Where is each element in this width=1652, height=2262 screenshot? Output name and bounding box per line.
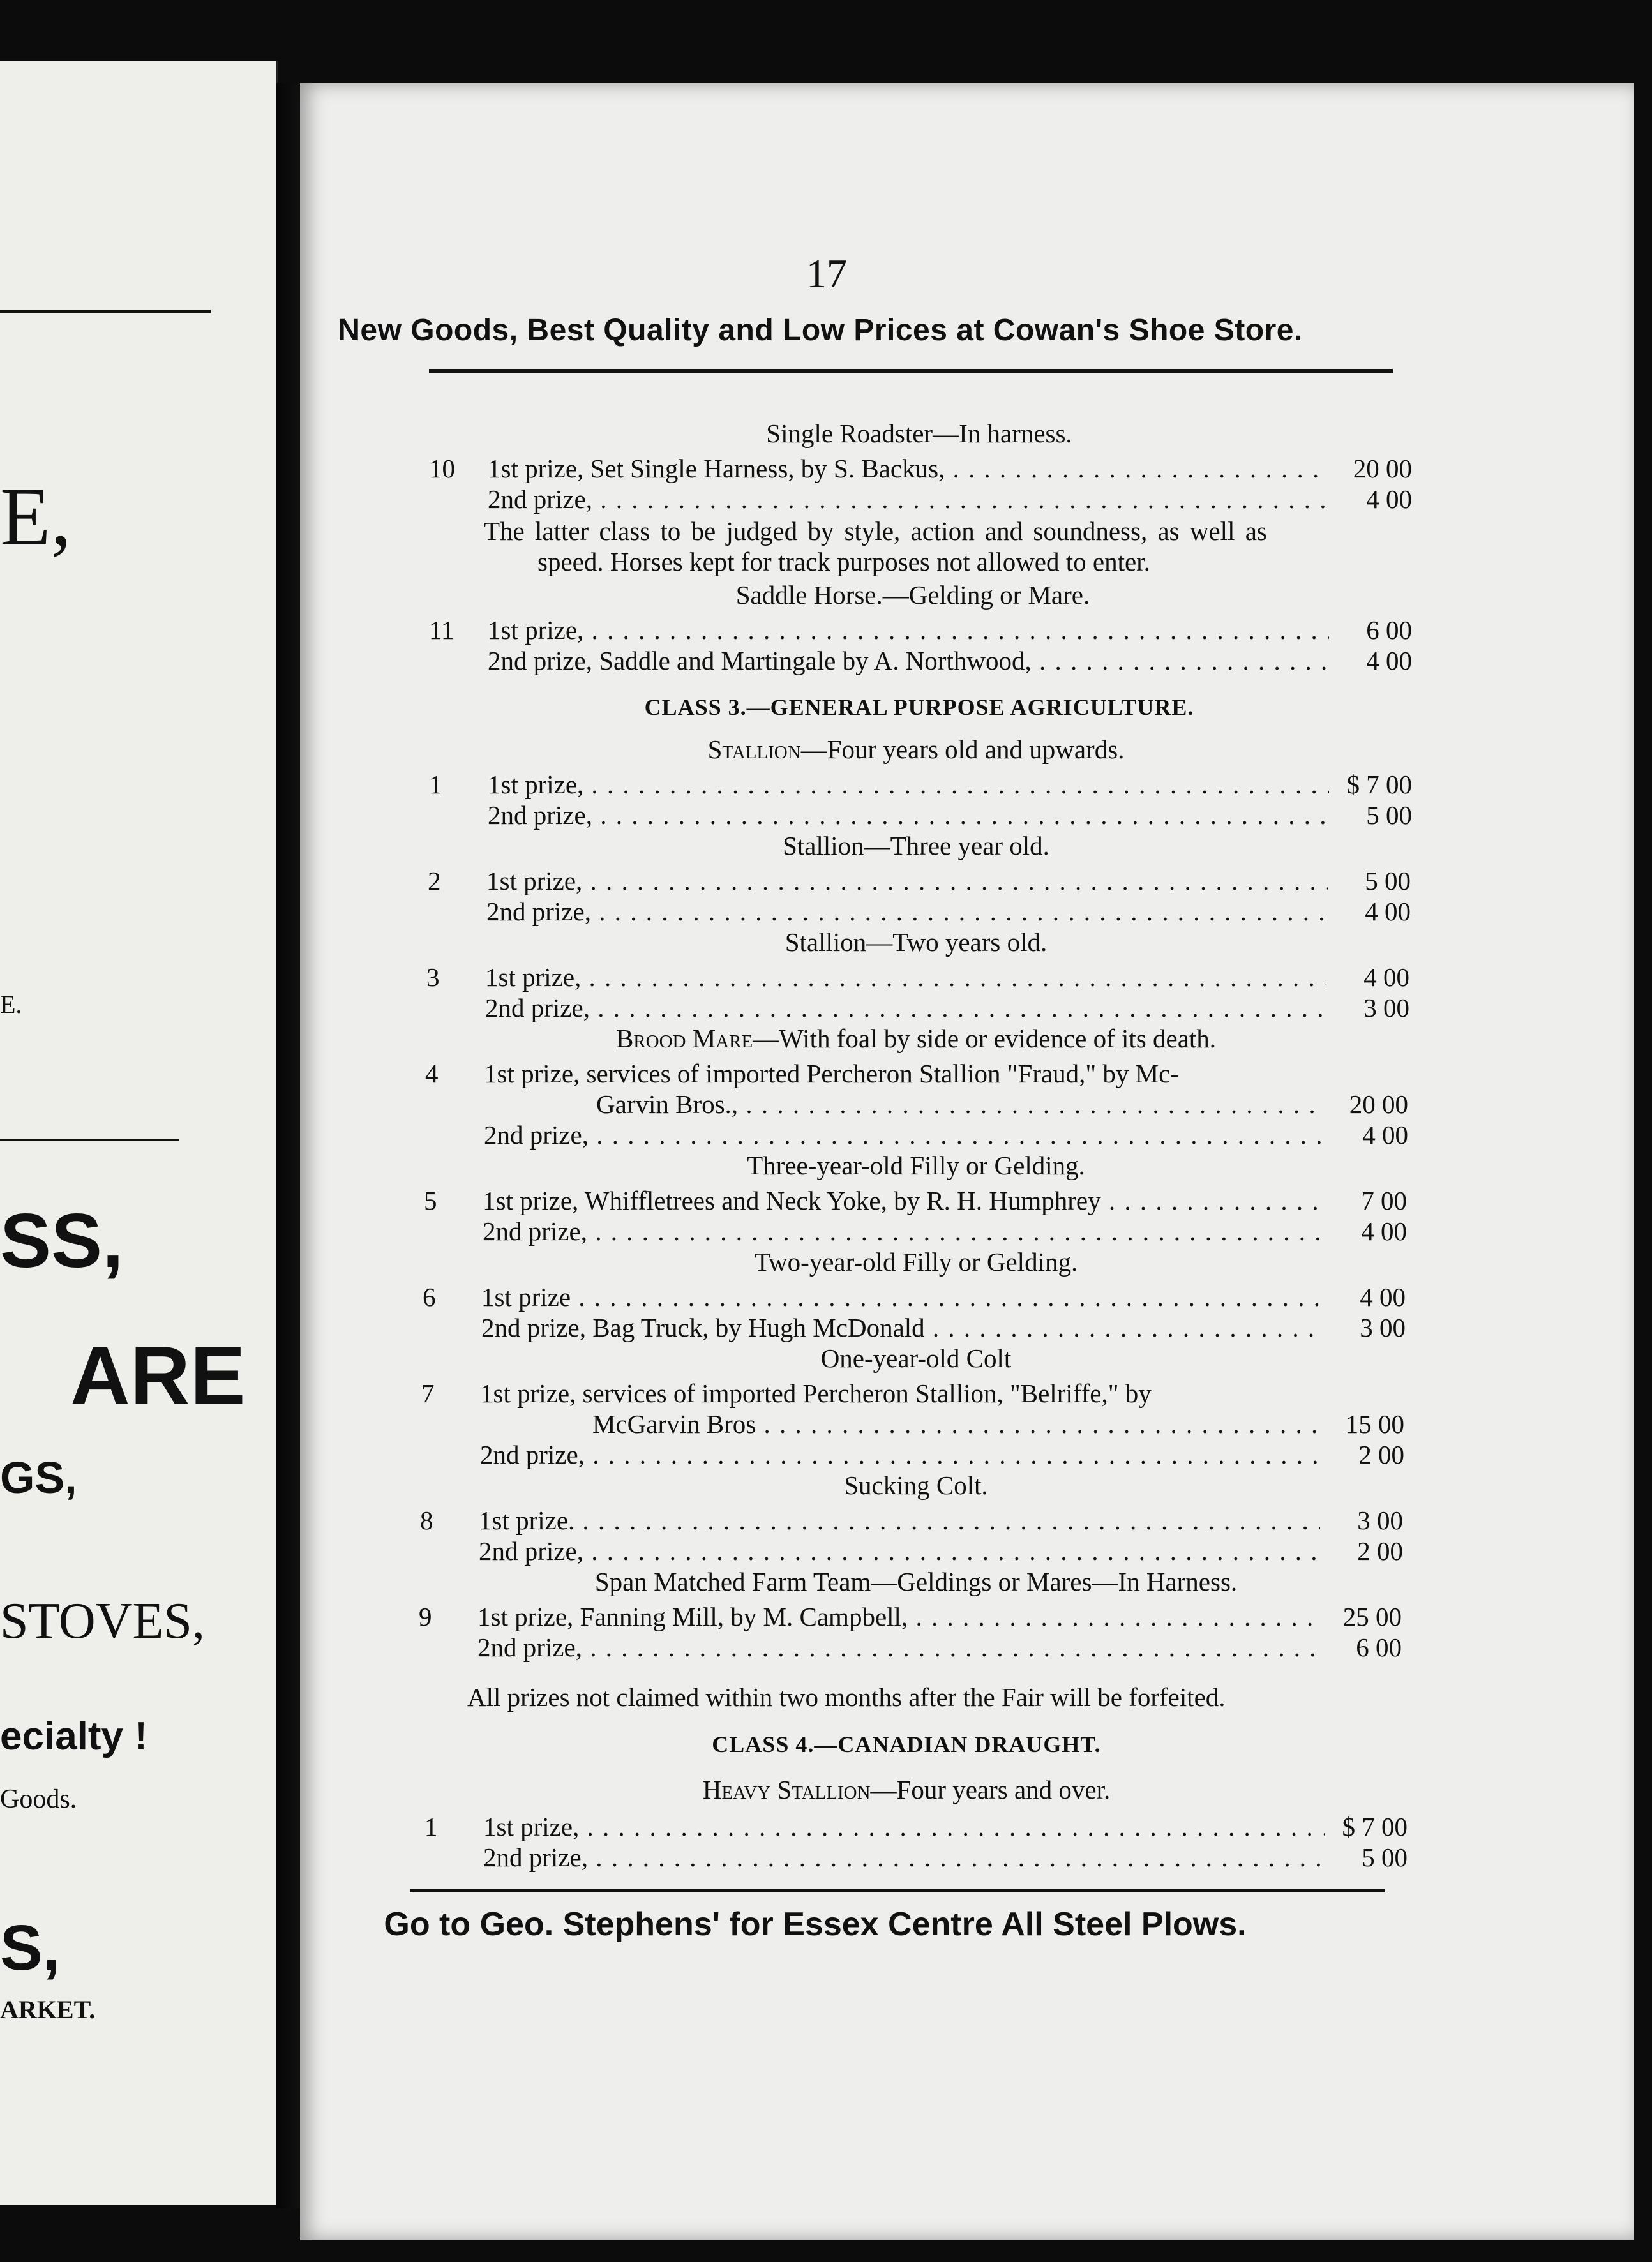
section-heading: Three-year-old Filly or Gelding. (747, 1151, 1085, 1180)
class-note: speed. Horses kept for track purposes not allowed to enter. (537, 547, 1150, 576)
prize-amount: 4 00 (1365, 897, 1411, 926)
prize-row (419, 1632, 1402, 1663)
left-fragment: Goods. (0, 1785, 77, 1814)
entry-number: 7 (421, 1379, 435, 1408)
prize-description: 1st prize, Whiffletrees and Neck Yoke, by R. H. Humphrey . . . (483, 1185, 1324, 1216)
prize-amount: 6 00 (1356, 1633, 1402, 1662)
prize-amount: 2 00 (1357, 1536, 1403, 1566)
prize-amount: $ 7 00 (1342, 1812, 1408, 1841)
entry-number: 1 (424, 1812, 438, 1841)
prize-amount: 4 00 (1361, 1217, 1407, 1246)
left-fragment: ecialty ! (0, 1714, 147, 1758)
prize-description: 1st prize . . . (481, 1282, 1323, 1312)
left-fragment: STOVES, (0, 1593, 205, 1649)
prize-amount: 20 00 (1349, 1090, 1408, 1119)
left-fragment: ARKET. (0, 1995, 96, 2024)
section-heading: Stallion—Three year old. (783, 831, 1049, 860)
prize-row (426, 992, 1409, 1023)
prize-description: 1st prize, services of imported Percheron Stallion "Fraud," by Mc- (484, 1059, 1179, 1088)
prize-amount: 3 00 (1360, 1313, 1406, 1342)
heading-rest: —Four years old and upwards. (800, 735, 1125, 764)
prize-amount: 3 00 (1357, 1506, 1403, 1535)
prize-row (421, 1409, 1404, 1439)
entry-number: 9 (419, 1602, 432, 1631)
entry-number: 2 (428, 866, 441, 895)
heading-rest: —With foal by side or evidence of its death. (753, 1024, 1217, 1053)
prize-description: McGarvin Bros . . . (592, 1409, 1321, 1439)
prize-row (429, 769, 1412, 800)
prize-description: 2nd prize, . . . (488, 484, 1329, 514)
prize-description: 2nd prize, . . . (485, 992, 1326, 1023)
entry-number: 6 (423, 1282, 436, 1312)
class-title: CLASS 3.—GENERAL PURPOSE AGRICULTURE. (644, 694, 1194, 720)
prize-row (420, 1536, 1403, 1566)
prize-description: 2nd prize, . . . (484, 1120, 1325, 1150)
prize-description: 1st prize, . . . (486, 865, 1328, 896)
entry-number: 8 (420, 1506, 433, 1535)
footer-advertisement: Go to Geo. Stephens' for Essex Centre All Steel Plows. (384, 1906, 1247, 1943)
header-advertisement: New Goods, Best Quality and Low Prices at Cowan's Shoe Store. (338, 313, 1303, 347)
left-fragment: E, (0, 471, 71, 563)
prize-amount: 4 00 (1363, 962, 1409, 992)
class-note: The latter class to be judged by style, action and soundness, as well as (484, 516, 1267, 546)
entry-number: 3 (426, 962, 440, 992)
prize-description: 1st prize, . . . (488, 769, 1329, 800)
prize-amount: 7 00 (1361, 1186, 1407, 1215)
forfeit-note: All prizes not claimed within two months after the Fair will be forfeited. (467, 1682, 1226, 1712)
prize-row (419, 1601, 1402, 1632)
prize-description: 2nd prize, Bag Truck, by Hugh McDonald . . . (481, 1312, 1323, 1343)
prize-row (425, 1120, 1408, 1150)
section-heading: Two-year-old Filly or Gelding. (754, 1247, 1078, 1277)
prize-description: 1st prize. . . . (479, 1505, 1320, 1536)
header-rule (429, 369, 1393, 373)
left-fragment: S, (0, 1912, 61, 1984)
section-heading: Span Matched Farm Team—Geldings or Mares—In Harness. (594, 1567, 1238, 1596)
prize-row (429, 484, 1412, 514)
section-heading: Stallion—Two years old. (785, 927, 1048, 957)
prize-row (423, 1312, 1406, 1343)
prize-description: 2nd prize, Saddle and Martingale by A. Northwood, . . . (488, 645, 1329, 676)
footer-rule (410, 1889, 1385, 1892)
prize-row (421, 1439, 1404, 1470)
prize-amount: 5 00 (1362, 1843, 1408, 1872)
prize-description: 2nd prize, . . . (488, 800, 1329, 830)
section-heading (80, 1774, 1652, 1805)
prize-row (426, 962, 1409, 992)
left-fragment: E. (0, 990, 22, 1019)
prize-amount: 4 00 (1366, 484, 1412, 514)
entry-number: 5 (424, 1186, 437, 1215)
entry-number: 10 (429, 454, 455, 483)
prize-row (424, 1216, 1407, 1247)
left-page-rule (0, 1139, 179, 1141)
prize-row (424, 1842, 1408, 1873)
prize-description: 2nd prize, . . . (486, 896, 1328, 927)
left-fragment: SS, (0, 1198, 124, 1284)
prize-amount: 5 00 (1365, 866, 1411, 895)
page-number: 17 (806, 251, 847, 296)
prize-description: 2nd prize, . . . (483, 1216, 1324, 1247)
prize-amount: 25 00 (1342, 1602, 1402, 1631)
section-heading: Single Roadster—In harness. (766, 419, 1072, 448)
entry-number: 1 (429, 770, 442, 799)
prize-description: 1st prize, . . . (485, 962, 1326, 992)
prize-row (428, 896, 1411, 927)
prize-amount: 4 00 (1366, 646, 1412, 675)
prize-row (421, 1378, 1404, 1409)
prize-row (424, 1811, 1408, 1842)
prize-description: 1st prize, services of imported Percheron Stallion, "Belriffe," by (480, 1379, 1152, 1408)
class-title: CLASS 4.—CANADIAN DRAUGHT. (712, 1732, 1101, 1757)
prize-amount: 6 00 (1366, 615, 1412, 645)
entry-number: 4 (425, 1059, 439, 1088)
heading-rest: —Four years and over. (870, 1775, 1111, 1804)
prize-row (423, 1282, 1406, 1312)
left-fragment: GS, (0, 1453, 77, 1502)
prize-description: 1st prize, . . . (488, 615, 1329, 645)
prize-amount: 5 00 (1366, 800, 1412, 830)
prize-description: 2nd prize, . . . (480, 1439, 1321, 1470)
prize-description: 2nd prize, . . . (479, 1536, 1320, 1566)
prize-description: Garvin Bros., . . . (596, 1089, 1325, 1120)
prize-description: 1st prize, . . . (483, 1811, 1325, 1842)
prize-row (424, 1185, 1407, 1216)
previous-page (0, 61, 278, 2205)
prize-row (429, 453, 1412, 484)
section-heading (89, 734, 1652, 765)
prize-row (425, 1089, 1408, 1120)
section-heading: Sucking Colt. (844, 1471, 988, 1500)
prize-amount: 4 00 (1360, 1282, 1406, 1312)
prize-amount: 20 00 (1353, 454, 1412, 483)
prize-description: 2nd prize, . . . (477, 1632, 1319, 1663)
heading-small-caps: Heavy Stallion (702, 1775, 871, 1804)
section-heading: Saddle Horse.—Gelding or Mare. (735, 580, 1090, 610)
prize-description: 1st prize, Fanning Mill, by M. Campbell, . . . (477, 1601, 1319, 1632)
section-heading (89, 1023, 1652, 1054)
heading-small-caps: Stallion (707, 735, 801, 764)
section-heading: One-year-old Colt (820, 1344, 1012, 1373)
prize-row (425, 1058, 1408, 1089)
prize-row (429, 615, 1412, 645)
prize-description: 2nd prize, . . . (483, 1842, 1325, 1873)
prize-amount: 4 00 (1362, 1120, 1408, 1150)
prize-row (429, 800, 1412, 830)
prize-amount: 15 00 (1345, 1409, 1404, 1439)
prize-amount: 3 00 (1363, 993, 1409, 1022)
entry-number: 11 (429, 615, 454, 645)
prize-amount: $ 7 00 (1346, 770, 1412, 799)
left-fragment: ARE (70, 1329, 246, 1422)
prize-row (429, 645, 1412, 676)
heading-small-caps: Brood Mare (615, 1024, 753, 1053)
prize-row (428, 865, 1411, 896)
prize-description: 1st prize, Set Single Harness, by S. Backus, . . . (488, 453, 1329, 484)
prize-row (420, 1505, 1403, 1536)
prize-amount: 2 00 (1358, 1440, 1404, 1469)
